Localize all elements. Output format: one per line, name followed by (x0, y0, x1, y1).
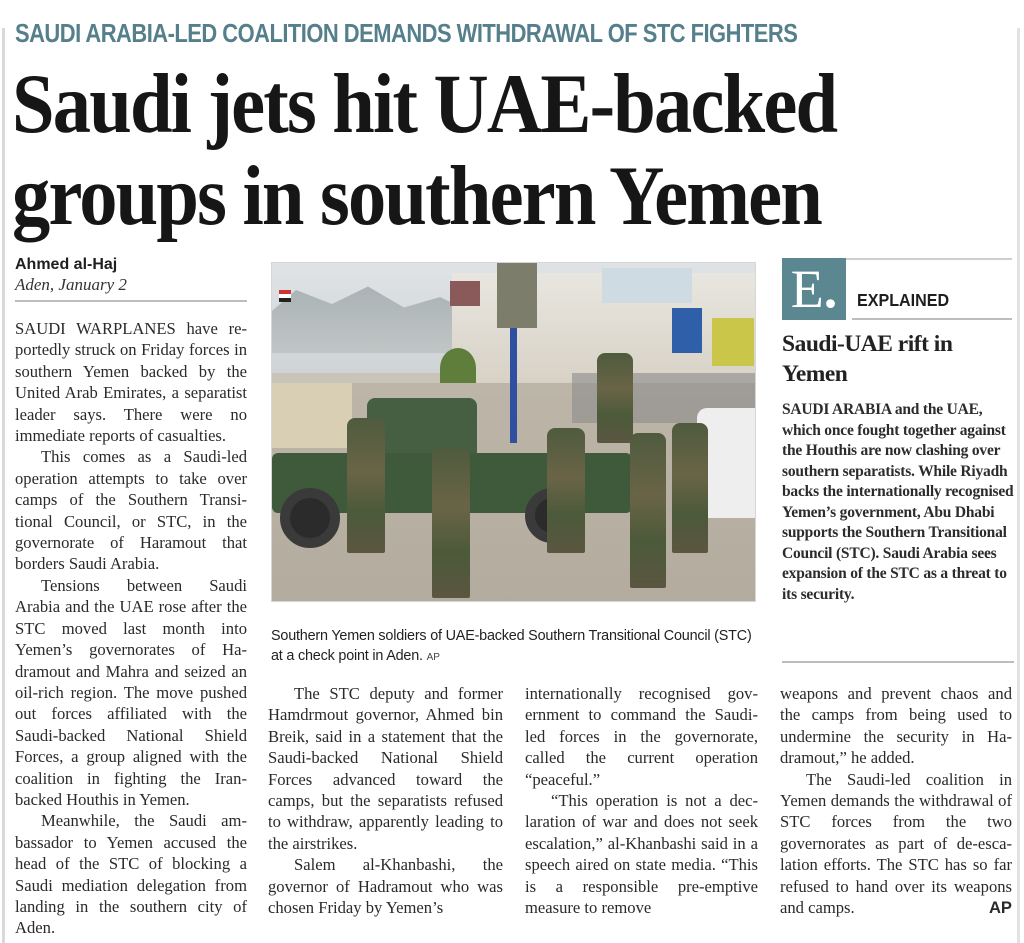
photo-soldier (597, 353, 633, 443)
article-column-3 (525, 683, 758, 918)
photo-soldier (630, 433, 666, 588)
explainer-body: SAUDI ARABIA and the UAE, which once fought together against the Houthis are now clashing over southern separatists. While Riyadh backs the internationally recognised Yemen’s government, Abu Dhabi supports the Southern Transitional Council (STC). Saudi Arabia sees expansion of the STC as a threat to its security. (782, 401, 1014, 603)
agency-signoff: AP (988, 898, 1012, 918)
explained-logo-dot: . (823, 259, 838, 319)
paragraph: SAUDI WARPLANES have reportedly struck on Friday forces in southern Yemen backed by the United Arab Emirates, a separatist leader says. There were no immediate reports of casualties. (15, 319, 247, 446)
paragraph: The STC deputy and former Hamdrmout governor, Ahmed bin Breik, said in a statement that the Saudi-backed National Shield Forces advanced toward the camps, but the separatists refused to withdraw, apparently leading to the airstrikes. (268, 684, 503, 853)
photo-soldier (672, 423, 708, 553)
article-headline (12, 58, 1022, 242)
paragraph: Salem al-Khanbashi, the governor of Hadramout who was chosen Friday by Yemen’s (268, 855, 503, 918)
article-column-2 (268, 683, 503, 918)
photo-caption (271, 626, 761, 668)
explainer-label-divider (852, 318, 1012, 320)
photo-billboard (497, 263, 537, 328)
explained-logo-icon (782, 258, 846, 320)
explainer-bottom-divider (782, 661, 1014, 663)
photo-blue-sign (672, 308, 702, 353)
photo-pole (510, 328, 517, 443)
article-photo (271, 262, 756, 602)
photo-building (602, 268, 692, 303)
headline-line-2: groups in southern Yemen (12, 149, 822, 243)
photo-wheel (280, 488, 340, 548)
byline-divider (15, 300, 247, 302)
paragraph: weapons and prevent chaos and the camps from being used to undermine the security in Hadramout,” he added. (780, 684, 1012, 768)
page-edge-left (2, 28, 5, 943)
explained-logo-letter: E (790, 259, 824, 319)
explainer-label: EXPLAINED (857, 290, 950, 310)
photo-billboard (450, 281, 480, 306)
paragraph: “This operation is not a declaration of war and does not seek escalation,” al-Khanbashi said in a speech aired on state media. “This is a responsible pre-emptive measure to remove (525, 791, 758, 918)
yemen-flag-icon (279, 290, 291, 302)
paragraph: This comes as a Saudi-led operation attempts to take over camps of the Southern Transitional Council, or STC, in the governorate of Haramout that borders Saudi Arabia. (15, 447, 247, 574)
paragraph: Tensions between Saudi Arabia and the UAE rose after the STC moved last month into Yemen’s governorates of Hadramout and Mahra and seized an oil-rich region. The move pushed out forces affiliated with the Saudi-backed National Shield Forces, a group aligned with the coalition in fighting the Iran-backed Houthis in Yemen. (15, 575, 247, 809)
photo-yellow-sign (712, 318, 754, 366)
article-kicker: SAUDI ARABIA-LED COALITION DEMANDS WITHDRAWAL OF STC FIGHTERS (15, 20, 798, 48)
caption-text: Southern Yemen soldiers of UAE-backed Southern Transitional Council (STC) at a check point in Aden. (271, 628, 752, 664)
byline-dateline: Aden, January 2 (15, 275, 127, 294)
headline-line-1: Saudi jets hit UAE-backed (12, 57, 837, 151)
photo-tan-truck (272, 383, 352, 448)
paragraph: internationally recognised government to command the Saudi-led forces in the governorate, called the current operation “peaceful.” (525, 684, 758, 789)
photo-credit: AP (426, 652, 440, 663)
byline-author: Ahmed al-Haj (15, 256, 118, 273)
byline (15, 256, 247, 295)
photo-soldier (347, 418, 385, 553)
explainer-title: Saudi-UAE rift in Yemen (782, 331, 953, 387)
article-column-1 (15, 318, 247, 939)
paragraph (780, 769, 1012, 919)
photo-soldier (547, 428, 585, 553)
article-column-4 (780, 683, 1012, 918)
paragraph-text: The Saudi-led coalition in Yemen demands the withdrawal of STC forces from the two governorates as part of de-escalation efforts. The STC has so far refused to hand over its weapons and camps. (780, 769, 1012, 918)
photo-soldier (432, 448, 470, 598)
paragraph: Meanwhile, the Saudi ambassador to Yemen accused the head of the STC of blocking a Saudi mediation delegation from landing in the southern city of Aden. (15, 811, 247, 938)
photo-tree (440, 348, 476, 388)
